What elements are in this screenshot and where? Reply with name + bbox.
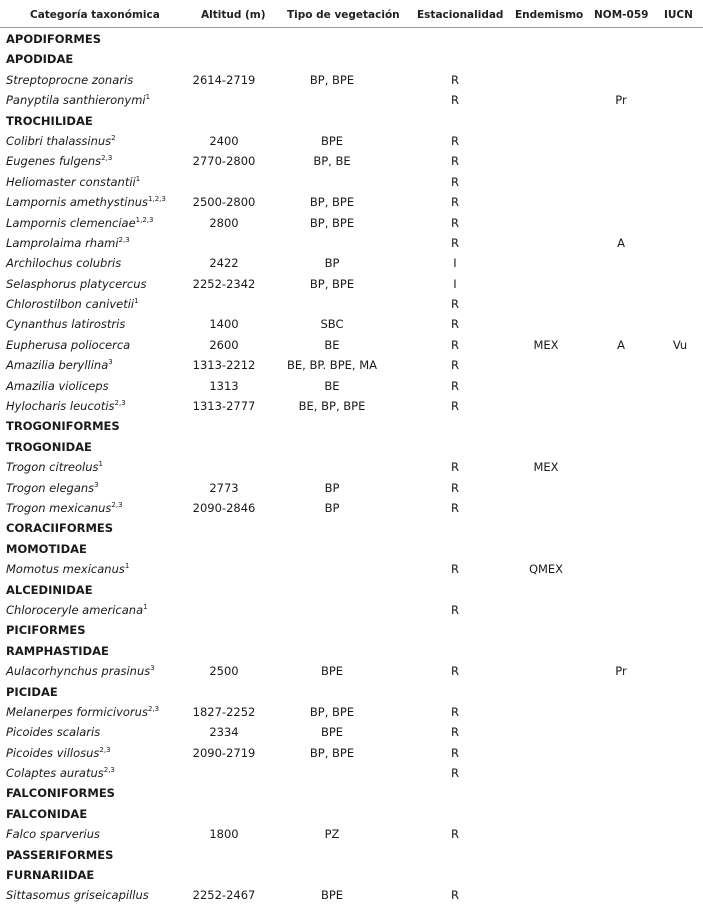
table-row <box>0 823 703 843</box>
seasonality-cell: R <box>451 745 459 760</box>
species-name: Archilochus colubris <box>6 256 122 271</box>
header-altitud: Altitud (m) <box>201 9 266 21</box>
seasonality-cell: R <box>451 704 459 719</box>
table-row <box>0 191 703 211</box>
seasonality-cell: R <box>451 93 459 108</box>
footnote-ref: 2,3 <box>114 399 126 408</box>
vegetation-cell: BP <box>324 480 340 495</box>
family-name: FURNARIIDAE <box>6 868 95 883</box>
header-nom: NOM-059 <box>594 9 649 21</box>
family-row <box>0 681 703 701</box>
table-row <box>0 130 703 150</box>
table-row <box>0 252 703 272</box>
order-row <box>0 844 703 864</box>
table-row <box>0 660 703 680</box>
seasonality-cell: R <box>451 562 459 577</box>
family-name: RAMPHASTIDAE <box>6 643 109 658</box>
seasonality-cell: R <box>451 460 459 475</box>
vegetation-cell: SBC <box>320 317 344 332</box>
seasonality-cell: R <box>451 827 459 842</box>
seasonality-cell: R <box>451 235 459 250</box>
species-name: Colaptes auratus$^{2,3}$ <box>6 766 115 781</box>
seasonality-cell: I <box>453 256 457 271</box>
alt-cell: 1827-2252 <box>192 704 256 719</box>
footnote-ref: 1 <box>143 603 148 612</box>
footnote-ref: 3 <box>108 358 113 367</box>
family-name: FALCONIDAE <box>6 806 88 821</box>
footnote-ref: 2,3 <box>118 236 130 245</box>
table-row <box>0 375 703 395</box>
family-name: APODIDAE <box>6 52 74 67</box>
table-row <box>0 232 703 252</box>
species-name: Trogon elegans$^3$ <box>6 480 99 495</box>
nom059-cell: A <box>617 235 625 250</box>
family-row <box>0 110 703 130</box>
alt-cell: 2252-2342 <box>192 276 256 291</box>
table-row <box>0 477 703 497</box>
species-name: Momotus mexicanus$^1$ <box>6 562 130 577</box>
species-name: Trogon citreolus$^1$ <box>6 460 103 475</box>
species-name: Hylocharis leucotis$^{2,3}$ <box>6 399 126 414</box>
header-endemismo: Endemismo <box>515 9 584 21</box>
footnote-ref: 2,3 <box>101 154 113 163</box>
family-name: ALCEDINIDAE <box>6 582 93 597</box>
vegetation-cell: PZ <box>324 827 340 842</box>
alt-cell: 1400 <box>209 317 239 332</box>
alt-cell: 2090-2719 <box>192 745 256 760</box>
table-row <box>0 89 703 109</box>
nom059-cell: Pr <box>615 664 627 679</box>
order-row <box>0 782 703 802</box>
vegetation-cell: BPE <box>320 133 344 148</box>
seasonality-cell: R <box>451 725 459 740</box>
alt-cell: 2800 <box>209 215 239 230</box>
table-row <box>0 884 703 904</box>
species-name: Streptoprocne zonaris <box>6 72 134 87</box>
species-name: Trogon mexicanus$^{2,3}$ <box>6 500 123 515</box>
seasonality-cell: R <box>451 358 459 373</box>
table-header <box>0 0 703 28</box>
footnote-ref: 1 <box>135 174 141 183</box>
footnote-ref: 3 <box>150 664 155 673</box>
alt-cell: 1800 <box>209 827 239 842</box>
table-row <box>0 171 703 191</box>
table-row <box>0 150 703 170</box>
footnote-ref: 2 <box>111 134 116 143</box>
seasonality-cell: R <box>451 297 459 312</box>
footnote-ref: 1 <box>134 297 139 306</box>
order-row <box>0 28 703 48</box>
order-name: APODIFORMES <box>6 32 101 46</box>
table-row <box>0 599 703 619</box>
species-name: Melanerpes formicivorus$^{2,3}$ <box>6 704 160 719</box>
footnote-ref: 1,2,3 <box>135 215 154 224</box>
alt-cell: 1313 <box>209 378 239 393</box>
vegetation-cell: BP, BPE <box>309 276 355 291</box>
family-name: TROCHILIDAE <box>6 113 93 128</box>
family-row <box>0 436 703 456</box>
species-name: Amazilia violiceps <box>6 378 109 393</box>
species-name: Amazilia beryllina$^3$ <box>6 358 113 373</box>
seasonality-cell: R <box>451 72 459 87</box>
seasonality-cell: R <box>451 154 459 169</box>
seasonality-cell: R <box>451 766 459 781</box>
vegetation-cell: BP <box>324 500 340 515</box>
seasonality-cell: R <box>451 480 459 495</box>
footnote-ref: 1 <box>145 93 151 102</box>
table-row <box>0 395 703 415</box>
alt-cell: 2252-2467 <box>192 888 256 903</box>
table-row <box>0 69 703 89</box>
species-name: Picoides villosus$^{2,3}$ <box>6 745 111 760</box>
seasonality-cell: R <box>451 337 459 352</box>
endemism-cell: QMEX <box>528 562 564 577</box>
species-name: Colibri thalassinus$^2$ <box>6 133 116 148</box>
header-categoria: Categoría taxonómica <box>30 9 160 21</box>
family-name: TROGONIDAE <box>6 439 92 454</box>
footnote-ref: 2,3 <box>147 705 160 714</box>
alt-cell: 2334 <box>209 725 239 740</box>
family-row <box>0 864 703 884</box>
order-name: PASSERIFORMES <box>6 847 114 862</box>
seasonality-cell: R <box>451 215 459 230</box>
family-row <box>0 579 703 599</box>
order-name: TROGONIFORMES <box>6 419 120 434</box>
table-row <box>0 273 703 293</box>
seasonality-cell: R <box>451 500 459 515</box>
order-name: PICIFORMES <box>6 623 86 638</box>
alt-cell: 1313-2777 <box>192 399 256 414</box>
species-name: Picoides scalaris <box>6 725 101 740</box>
footnote-ref: 2,3 <box>99 745 111 754</box>
vegetation-cell: BE, BP, BPE <box>298 399 366 414</box>
alt-cell: 2773 <box>209 480 239 495</box>
alt-cell: 2600 <box>209 337 239 352</box>
footnote-ref: 2,3 <box>111 501 123 510</box>
header-vegetacion: Tipo de vegetación <box>287 9 400 21</box>
footnote-ref: 1 <box>124 562 130 571</box>
seasonality-cell: R <box>451 602 459 617</box>
species-name: Eupherusa poliocerca <box>6 337 131 352</box>
seasonality-cell: R <box>451 174 459 189</box>
seasonality-cell: R <box>451 195 459 210</box>
alt-cell: 2400 <box>209 133 239 148</box>
alt-cell: 2090-2846 <box>192 500 256 515</box>
order-row <box>0 619 703 639</box>
table-row <box>0 701 703 721</box>
header-estacionalidad: Estacionalidad <box>417 9 504 21</box>
alt-cell: 2500-2800 <box>192 195 256 210</box>
iucn-cell: Vu <box>672 337 688 352</box>
species-name: Chloroceryle americana$^1$ <box>6 602 148 617</box>
table-row <box>0 558 703 578</box>
table-row <box>0 212 703 232</box>
species-name: Lamprolaima rhami$^{2,3}$ <box>6 235 130 250</box>
seasonality-cell: I <box>453 276 457 291</box>
species-name: Eugenes fulgens$^{2,3}$ <box>6 154 113 169</box>
vegetation-cell: BP, BPE <box>309 72 355 87</box>
footnote-ref: 3 <box>94 480 99 489</box>
family-name: PICIDAE <box>6 684 58 699</box>
vegetation-cell: BP, BPE <box>309 745 355 760</box>
vegetation-cell: BP <box>324 256 340 271</box>
family-row <box>0 48 703 68</box>
species-name: Aulacorhynchus prasinus$^3$ <box>6 664 155 679</box>
endemism-cell: MEX <box>533 337 559 352</box>
endemism-cell: MEX <box>533 460 559 475</box>
seasonality-cell: R <box>451 378 459 393</box>
family-row <box>0 803 703 823</box>
vegetation-cell: BE <box>324 378 340 393</box>
seasonality-cell: R <box>451 888 459 903</box>
family-name: MOMOTIDAE <box>6 541 87 556</box>
vegetation-cell: BPE <box>320 888 344 903</box>
footnote-ref: 2,3 <box>103 766 115 775</box>
vegetation-cell: BPE <box>320 664 344 679</box>
family-row <box>0 640 703 660</box>
species-name: Sittasomus griseicapillus <box>6 888 149 903</box>
vegetation-cell: BPE <box>320 725 344 740</box>
species-name: Lampornis amethystinus$^{1,2,3}$ <box>6 195 166 210</box>
table-row <box>0 313 703 333</box>
vegetation-cell: BP, BE <box>313 154 351 169</box>
table-row <box>0 742 703 762</box>
alt-cell: 2422 <box>209 256 239 271</box>
header-iucn: IUCN <box>664 9 693 21</box>
alt-cell: 2614-2719 <box>192 72 256 87</box>
alt-cell: 1313-2212 <box>192 358 256 373</box>
order-name: FALCONIFORMES <box>6 786 115 801</box>
vegetation-cell: BE <box>324 337 340 352</box>
seasonality-cell: R <box>451 133 459 148</box>
species-name: Heliomaster constantii$^1$ <box>6 174 141 189</box>
species-name: Falco sparverius <box>6 827 101 842</box>
table-row <box>0 334 703 354</box>
footnote-ref: 1,2,3 <box>148 195 166 204</box>
seasonality-cell: R <box>451 664 459 679</box>
vegetation-cell: BP, BPE <box>309 195 355 210</box>
table-row <box>0 762 703 782</box>
nom059-cell: A <box>617 337 625 352</box>
alt-cell: 2500 <box>209 664 239 679</box>
footnote-ref: 1 <box>98 460 103 469</box>
vegetation-cell: BP, BPE <box>309 704 355 719</box>
table-body <box>0 28 703 905</box>
alt-cell: 2770-2800 <box>192 154 256 169</box>
species-name: Cynanthus latirostris <box>6 317 126 332</box>
family-row <box>0 538 703 558</box>
species-name: Lampornis clemenciae$^{1,2,3}$ <box>6 215 154 230</box>
species-name: Panyptila santhieronymi$^1$ <box>6 93 151 108</box>
table-row <box>0 497 703 517</box>
table-row <box>0 293 703 313</box>
table-row <box>0 721 703 741</box>
order-name: CORACIIFORMES <box>6 521 114 536</box>
nom059-cell: Pr <box>615 93 627 108</box>
table-row <box>0 354 703 374</box>
seasonality-cell: R <box>451 317 459 332</box>
vegetation-cell: BP, BPE <box>309 215 355 230</box>
species-name: Chlorostilbon canivetii$^1$ <box>6 297 139 312</box>
order-row <box>0 517 703 537</box>
vegetation-cell: BE, BP. BPE, MA <box>286 358 378 373</box>
table-row <box>0 456 703 476</box>
order-row <box>0 415 703 435</box>
species-name: Selasphorus platycercus <box>6 276 147 291</box>
seasonality-cell: R <box>451 399 459 414</box>
